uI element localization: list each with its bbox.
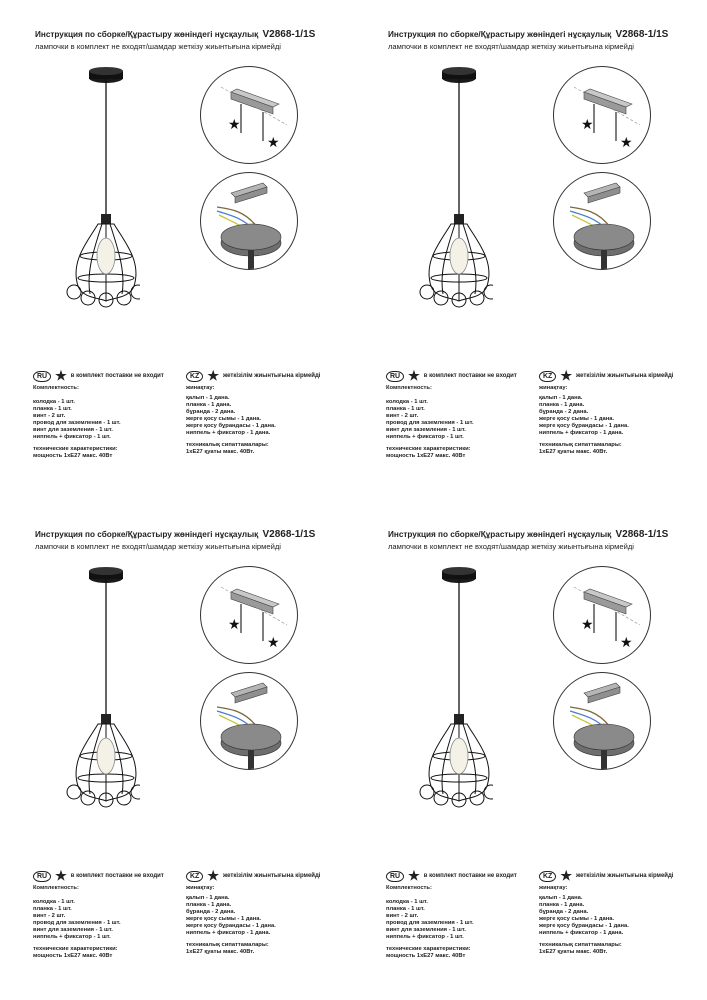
ru-kit-label: Комплектность: bbox=[386, 385, 432, 391]
svg-text:★: ★ bbox=[620, 635, 633, 651]
instruction-card bbox=[0, 500, 353, 1000]
ru-section bbox=[33, 370, 183, 460]
list-item: жерге қосу бұрандасы - 1 дана. bbox=[186, 923, 276, 929]
title-text: Инструкция по сборке/Құрастыру жөніндегі нұсқаулық bbox=[388, 30, 612, 39]
list-item: провод для заземления - 1 шт. bbox=[386, 420, 474, 426]
list-item: жерге қосу сымы - 1 дана. bbox=[186, 916, 262, 922]
svg-text:★: ★ bbox=[581, 617, 594, 633]
instruction-card bbox=[353, 0, 706, 500]
mounting-plate-icon bbox=[201, 567, 297, 663]
star-icon: ★ bbox=[408, 368, 420, 383]
list-item: планка - 1 дана. bbox=[186, 402, 232, 408]
star-icon: ★ bbox=[560, 868, 572, 883]
ru-badge: RU bbox=[386, 371, 404, 382]
kz-kit-list bbox=[539, 895, 699, 937]
wiring-icon bbox=[554, 673, 650, 769]
ru-tech-value: мощность 1хЕ27 макс. 40Вт bbox=[33, 953, 113, 959]
ru-kit-label: Комплектность: bbox=[386, 885, 432, 891]
mounting-plate-icon bbox=[554, 567, 650, 663]
kz-tech-label: техникалық сипаттамалары: bbox=[539, 442, 622, 448]
ru-tech-value: мощность 1хЕ27 макс. 40Вт bbox=[386, 953, 466, 959]
kz-badge: KZ bbox=[186, 871, 203, 882]
kz-kit-label: жинақтау: bbox=[186, 385, 215, 391]
list-item: ниппель + фиксатор - 1 шт. bbox=[33, 934, 111, 940]
ru-tech bbox=[33, 946, 183, 960]
instruction-title bbox=[35, 529, 315, 540]
instruction-title bbox=[35, 29, 315, 40]
list-item: бұранда - 2 дана. bbox=[186, 409, 236, 415]
kz-header bbox=[539, 870, 699, 882]
ru-header bbox=[386, 370, 536, 382]
kz-tech bbox=[539, 942, 699, 956]
pendant-lamp-illustration bbox=[413, 66, 493, 311]
ru-header bbox=[33, 870, 183, 882]
kz-tech-label: техникалық сипаттамалары: bbox=[539, 942, 622, 948]
star-icon: ★ bbox=[55, 368, 67, 383]
list-item: бұранда - 2 дана. bbox=[186, 909, 236, 915]
ru-kit-label: Комплектность: bbox=[33, 885, 79, 891]
ru-tech-value: мощность 1хЕ27 макс. 40Вт bbox=[33, 453, 113, 459]
list-item: жерге қосу бұрандасы - 1 дана. bbox=[186, 423, 276, 429]
kz-kit-list bbox=[186, 895, 346, 937]
list-item: қалып - 1 дана. bbox=[186, 395, 230, 401]
list-item: бұранда - 2 дана. bbox=[539, 409, 589, 415]
ru-tech bbox=[386, 946, 536, 960]
kz-tech bbox=[186, 942, 346, 956]
mounting-plate-diagram bbox=[553, 66, 651, 164]
list-item: провод для заземления - 1 шт. bbox=[386, 920, 474, 926]
svg-text:★: ★ bbox=[581, 117, 594, 133]
ru-kit-list bbox=[33, 399, 183, 441]
ru-note: в комплект поставки не входит bbox=[423, 373, 517, 379]
model-number: V2868-1/1S bbox=[615, 529, 669, 540]
model-number: V2868-1/1S bbox=[615, 29, 669, 40]
list-item: колодка - 1 шт. bbox=[33, 899, 75, 905]
bulbs-note: лампочки в комплект не входят/шамдар жеткізу жиынтығына кірмейді bbox=[35, 542, 281, 551]
kz-section bbox=[186, 870, 346, 956]
list-item: жерге қосу сымы - 1 дана. bbox=[539, 416, 615, 422]
kz-tech-value: 1хЕ27 қуаты макс. 40Вт. bbox=[539, 949, 608, 955]
kz-section bbox=[539, 870, 699, 956]
ru-note: в комплект поставки не входит bbox=[423, 873, 517, 879]
kz-kit-label: жинақтау: bbox=[539, 385, 568, 391]
ru-tech bbox=[386, 446, 536, 460]
instruction-card bbox=[0, 0, 353, 500]
bulbs-note: лампочки в комплект не входят/шамдар жеткізу жиынтығына кірмейді bbox=[388, 42, 634, 51]
star-icon: ★ bbox=[55, 868, 67, 883]
pendant-lamp-illustration bbox=[60, 66, 140, 311]
kz-tech bbox=[539, 442, 699, 456]
list-item: ниппель + фиксатор - 1 дана. bbox=[539, 430, 624, 436]
list-item: бұранда - 2 дана. bbox=[539, 909, 589, 915]
kz-badge: KZ bbox=[186, 371, 203, 382]
ru-badge: RU bbox=[33, 871, 51, 882]
svg-text:★: ★ bbox=[267, 635, 280, 651]
star-icon: ★ bbox=[560, 368, 572, 383]
mounting-plate-icon bbox=[201, 67, 297, 163]
list-item: планка - 1 дана. bbox=[539, 402, 585, 408]
kz-tech-label: техникалық сипаттамалары: bbox=[186, 442, 269, 448]
ru-section bbox=[33, 870, 183, 960]
ru-note: в комплект поставки не входит bbox=[70, 873, 164, 879]
list-item: винт - 2 шт. bbox=[386, 413, 419, 419]
mounting-plate-diagram bbox=[200, 66, 298, 164]
kz-note: жеткізілім жиынтығына кірмейді bbox=[223, 373, 321, 379]
ru-note: в комплект поставки не входит bbox=[70, 373, 164, 379]
list-item: провод для заземления - 1 шт. bbox=[33, 920, 121, 926]
list-item: ниппель + фиксатор - 1 шт. bbox=[386, 934, 464, 940]
list-item: ниппель + фиксатор - 1 дана. bbox=[186, 930, 271, 936]
ru-kit-list bbox=[386, 399, 536, 441]
list-item: винт для заземления - 1 шт. bbox=[33, 427, 113, 433]
ru-tech-label: технические характеристики: bbox=[33, 446, 118, 452]
list-item: қалып - 1 дана. bbox=[539, 895, 583, 901]
bulbs-note: лампочки в комплект не входят/шамдар жеткізу жиынтығына кірмейді bbox=[388, 542, 634, 551]
kz-tech-label: техникалық сипаттамалары: bbox=[186, 942, 269, 948]
title-text: Инструкция по сборке/Құрастыру жөніндегі нұсқаулық bbox=[35, 30, 259, 39]
ru-kit-list bbox=[33, 899, 183, 941]
wiring-icon bbox=[554, 173, 650, 269]
list-item: провод для заземления - 1 шт. bbox=[33, 420, 121, 426]
list-item: колодка - 1 шт. bbox=[33, 399, 75, 405]
ru-badge: RU bbox=[386, 871, 404, 882]
kz-kit-list bbox=[539, 395, 699, 437]
wiring-icon bbox=[201, 173, 297, 269]
list-item: ниппель + фиксатор - 1 дана. bbox=[186, 430, 271, 436]
svg-text:★: ★ bbox=[228, 117, 241, 133]
wiring-diagram bbox=[200, 172, 298, 270]
list-item: ниппель + фиксатор - 1 дана. bbox=[539, 930, 624, 936]
title-text: Инструкция по сборке/Құрастыру жөніндегі нұсқаулық bbox=[388, 530, 612, 539]
list-item: винт для заземления - 1 шт. bbox=[386, 927, 466, 933]
model-number: V2868-1/1S bbox=[262, 29, 316, 40]
pendant-lamp-illustration bbox=[413, 566, 493, 811]
pendant-lamp-illustration bbox=[60, 566, 140, 811]
title-text: Инструкция по сборке/Құрастыру жөніндегі нұсқаулық bbox=[35, 530, 259, 539]
kz-tech-value: 1хЕ27 қуаты макс. 40Вт. bbox=[186, 949, 255, 955]
bulbs-note: лампочки в комплект не входят/шамдар жеткізу жиынтығына кірмейді bbox=[35, 42, 281, 51]
mounting-plate-diagram bbox=[200, 566, 298, 664]
ru-badge: RU bbox=[33, 371, 51, 382]
kz-note: жеткізілім жиынтығына кірмейді bbox=[576, 373, 674, 379]
list-item: планка - 1 шт. bbox=[33, 906, 72, 912]
list-item: винт для заземления - 1 шт. bbox=[33, 927, 113, 933]
list-item: планка - 1 дана. bbox=[186, 902, 232, 908]
mounting-plate-diagram bbox=[553, 566, 651, 664]
list-item: колодка - 1 шт. bbox=[386, 899, 428, 905]
ru-kit-list bbox=[386, 899, 536, 941]
list-item: жерге қосу бұрандасы - 1 дана. bbox=[539, 923, 629, 929]
ru-header bbox=[33, 370, 183, 382]
kz-tech-value: 1хЕ27 қуаты макс. 40Вт. bbox=[539, 449, 608, 455]
kz-kit-label: жинақтау: bbox=[539, 885, 568, 891]
kz-note: жеткізілім жиынтығына кірмейді bbox=[576, 873, 674, 879]
kz-header bbox=[186, 370, 346, 382]
kz-section bbox=[539, 370, 699, 456]
list-item: винт для заземления - 1 шт. bbox=[386, 427, 466, 433]
list-item: колодка - 1 шт. bbox=[386, 399, 428, 405]
kz-kit-list bbox=[186, 395, 346, 437]
wiring-icon bbox=[201, 673, 297, 769]
ru-tech-label: технические характеристики: bbox=[386, 446, 471, 452]
list-item: жерге қосу сымы - 1 дана. bbox=[186, 416, 262, 422]
wiring-diagram bbox=[553, 672, 651, 770]
list-item: жерге қосу сымы - 1 дана. bbox=[539, 916, 615, 922]
ru-section bbox=[386, 870, 536, 960]
kz-kit-label: жинақтау: bbox=[186, 885, 215, 891]
svg-text:★: ★ bbox=[267, 135, 280, 151]
ru-tech-label: технические характеристики: bbox=[33, 946, 118, 952]
kz-section bbox=[186, 370, 346, 456]
model-number: V2868-1/1S bbox=[262, 529, 316, 540]
kz-badge: KZ bbox=[539, 371, 556, 382]
list-item: винт - 2 шт. bbox=[33, 913, 66, 919]
ru-tech-label: технические характеристики: bbox=[386, 946, 471, 952]
list-item: планка - 1 шт. bbox=[33, 406, 72, 412]
list-item: қалып - 1 дана. bbox=[539, 395, 583, 401]
wiring-diagram bbox=[200, 672, 298, 770]
ru-tech bbox=[33, 446, 183, 460]
instruction-title bbox=[388, 529, 668, 540]
list-item: қалып - 1 дана. bbox=[186, 895, 230, 901]
kz-header bbox=[186, 870, 346, 882]
ru-tech-value: мощность 1хЕ27 макс. 40Вт bbox=[386, 453, 466, 459]
list-item: планка - 1 шт. bbox=[386, 406, 425, 412]
instruction-card bbox=[353, 500, 706, 1000]
wiring-diagram bbox=[553, 172, 651, 270]
list-item: ниппель + фиксатор - 1 шт. bbox=[33, 434, 111, 440]
list-item: винт - 2 шт. bbox=[33, 413, 66, 419]
ru-kit-label: Комплектность: bbox=[33, 385, 79, 391]
kz-tech bbox=[186, 442, 346, 456]
list-item: ниппель + фиксатор - 1 шт. bbox=[386, 434, 464, 440]
list-item: винт - 2 шт. bbox=[386, 913, 419, 919]
kz-tech-value: 1хЕ27 қуаты макс. 40Вт. bbox=[186, 449, 255, 455]
ru-header bbox=[386, 870, 536, 882]
mounting-plate-icon bbox=[554, 67, 650, 163]
star-icon: ★ bbox=[408, 868, 420, 883]
instruction-title bbox=[388, 29, 668, 40]
list-item: планка - 1 дана. bbox=[539, 902, 585, 908]
ru-section bbox=[386, 370, 536, 460]
kz-badge: KZ bbox=[539, 871, 556, 882]
list-item: жерге қосу бұрандасы - 1 дана. bbox=[539, 423, 629, 429]
star-icon: ★ bbox=[207, 368, 219, 383]
svg-text:★: ★ bbox=[228, 617, 241, 633]
star-icon: ★ bbox=[207, 868, 219, 883]
svg-text:★: ★ bbox=[620, 135, 633, 151]
kz-note: жеткізілім жиынтығына кірмейді bbox=[223, 873, 321, 879]
kz-header bbox=[539, 370, 699, 382]
list-item: планка - 1 шт. bbox=[386, 906, 425, 912]
